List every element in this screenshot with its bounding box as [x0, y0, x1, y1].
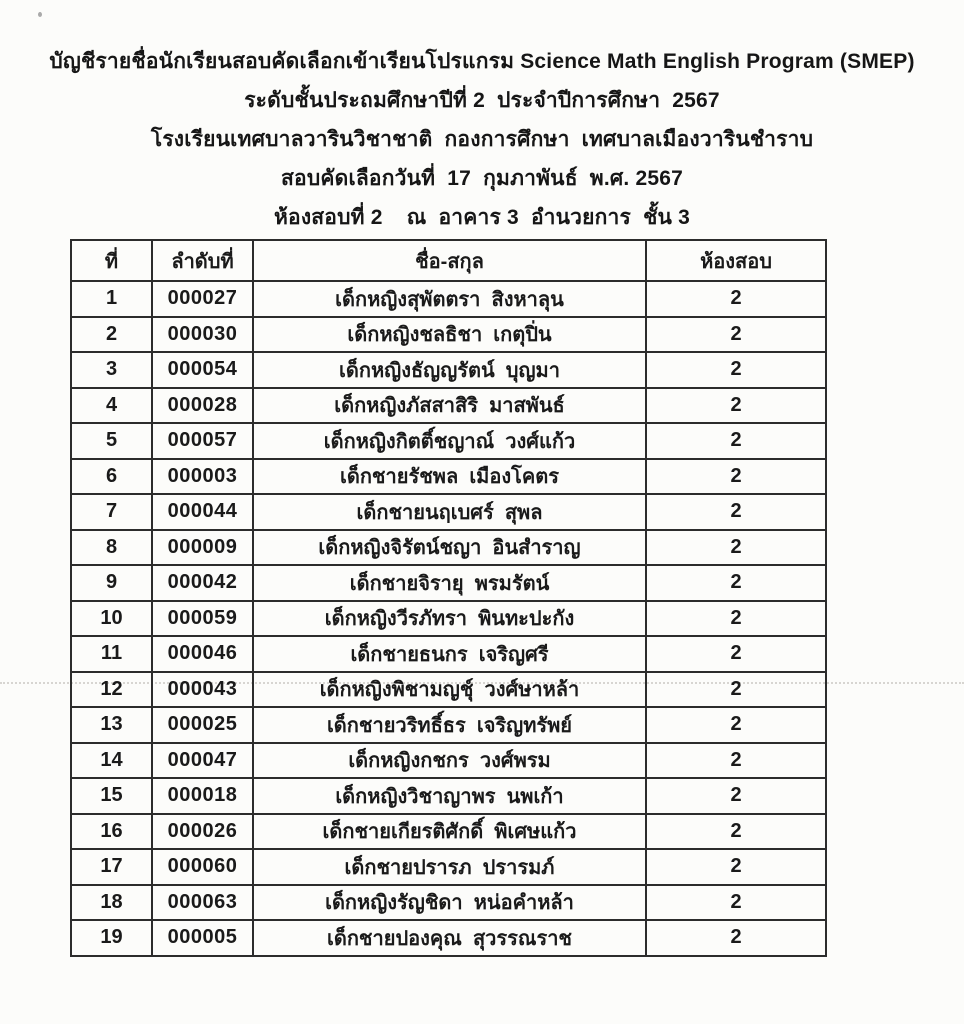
row-room: 2 — [646, 672, 826, 708]
row-name: เด็กชายปรารภ ปรารมภ์ — [253, 849, 646, 885]
row-no: 3 — [71, 352, 152, 388]
row-seq: 000057 — [152, 423, 253, 459]
row-no: 13 — [71, 707, 152, 743]
student-table-body — [71, 281, 826, 956]
table-row — [71, 601, 826, 637]
row-seq: 000063 — [152, 885, 253, 921]
table-row — [71, 778, 826, 814]
row-no: 11 — [71, 636, 152, 672]
row-seq: 000054 — [152, 352, 253, 388]
row-room: 2 — [646, 920, 826, 956]
row-seq: 000046 — [152, 636, 253, 672]
row-room: 2 — [646, 778, 826, 814]
table-row — [71, 423, 826, 459]
row-room: 2 — [646, 743, 826, 779]
row-room: 2 — [646, 565, 826, 601]
row-seq: 000028 — [152, 388, 253, 424]
row-name: เด็กชายเกียรติศักดิ์ พิเศษแก้ว — [253, 814, 646, 850]
table-row — [71, 317, 826, 353]
row-no: 19 — [71, 920, 152, 956]
row-seq: 000030 — [152, 317, 253, 353]
table-row — [71, 530, 826, 566]
table-header-row — [71, 240, 826, 281]
table-row — [71, 920, 826, 956]
row-no: 17 — [71, 849, 152, 885]
row-seq: 000005 — [152, 920, 253, 956]
row-room: 2 — [646, 707, 826, 743]
row-no: 12 — [71, 672, 152, 708]
row-name: เด็กหญิงวิชาญาพร นพเก้า — [253, 778, 646, 814]
row-no: 10 — [71, 601, 152, 637]
row-name: เด็กหญิงกชกร วงศ์พรม — [253, 743, 646, 779]
table-row — [71, 494, 826, 530]
row-seq: 000059 — [152, 601, 253, 637]
row-name: เด็กหญิงจิรัตน์ชญา อินสำราญ — [253, 530, 646, 566]
row-seq: 000018 — [152, 778, 253, 814]
exam-date-line: สอบคัดเลือกวันที่ 17 กุมภาพันธ์ พ.ศ. 2567 — [281, 167, 683, 190]
row-name: เด็กหญิงชลธิชา เกตุปิ่น — [253, 317, 646, 353]
row-seq: 000043 — [152, 672, 253, 708]
row-no: 18 — [71, 885, 152, 921]
row-room: 2 — [646, 849, 826, 885]
row-seq: 000003 — [152, 459, 253, 495]
row-no: 14 — [71, 743, 152, 779]
row-name: เด็กหญิงกิตติ์ชญาณ์ วงศ์แก้ว — [253, 423, 646, 459]
row-seq: 000044 — [152, 494, 253, 530]
grade-year-line: ระดับชั้นประถมศึกษาปีที่ 2 ประจำปีการศึกษา 2567 — [244, 89, 720, 112]
row-room: 2 — [646, 885, 826, 921]
table-row — [71, 388, 826, 424]
row-name: เด็กหญิงวีรภัทรา พินทะปะกัง — [253, 601, 646, 637]
table-row — [71, 565, 826, 601]
row-name: เด็กหญิงรัญชิดา หน่อคำหล้า — [253, 885, 646, 921]
row-room: 2 — [646, 317, 826, 353]
exam-room-line: ห้องสอบที่ 2 ณ อาคาร 3 อำนวยการ ชั้น 3 — [273, 206, 691, 229]
column-header-no: ที่ — [71, 240, 152, 281]
row-no: 6 — [71, 459, 152, 495]
table-row — [71, 352, 826, 388]
row-room: 2 — [646, 601, 826, 637]
row-name: เด็กชายจิรายุ พรมรัตน์ — [253, 565, 646, 601]
row-no: 4 — [71, 388, 152, 424]
row-room: 2 — [646, 494, 826, 530]
row-room: 2 — [646, 281, 826, 317]
table-row — [71, 281, 826, 317]
row-name: เด็กชายนฤเบศร์ สุพล — [253, 494, 646, 530]
row-seq: 000026 — [152, 814, 253, 850]
row-room: 2 — [646, 388, 826, 424]
row-room: 2 — [646, 423, 826, 459]
row-no: 2 — [71, 317, 152, 353]
row-seq: 000060 — [152, 849, 253, 885]
row-seq: 000025 — [152, 707, 253, 743]
row-name: เด็กชายปองคุณ สุวรรณราช — [253, 920, 646, 956]
scan-dot-artifact — [38, 12, 42, 17]
row-no: 1 — [71, 281, 152, 317]
row-name: เด็กหญิงธัญญรัตน์ บุญมา — [253, 352, 646, 388]
row-room: 2 — [646, 352, 826, 388]
table-row — [71, 672, 826, 708]
row-seq: 000042 — [152, 565, 253, 601]
row-name: เด็กชายวริทธิ์ธร เจริญทรัพย์ — [253, 707, 646, 743]
document-header — [0, 42, 964, 237]
column-header-room: ห้องสอบ — [646, 240, 826, 281]
row-seq: 000047 — [152, 743, 253, 779]
table-row — [71, 849, 826, 885]
row-room: 2 — [646, 636, 826, 672]
school-line: โรงเรียนเทศบาลวารินวิชาชาติ กองการศึกษา เทศบาลเมืองวารินชำราบ — [150, 128, 814, 151]
column-header-name: ชื่อ-สกุล — [253, 240, 646, 281]
document-title: บัญชีรายชื่อนักเรียนสอบคัดเลือกเข้าเรียนโปรแกรม Science Math English Program (SMEP) — [49, 50, 915, 73]
table-row — [71, 885, 826, 921]
table-row — [71, 814, 826, 850]
table-row — [71, 636, 826, 672]
row-no: 16 — [71, 814, 152, 850]
row-no: 15 — [71, 778, 152, 814]
row-name: เด็กชายรัชพล เมืองโคตร — [253, 459, 646, 495]
table-row — [71, 707, 826, 743]
row-seq: 000027 — [152, 281, 253, 317]
row-no: 9 — [71, 565, 152, 601]
row-no: 7 — [71, 494, 152, 530]
row-seq: 000009 — [152, 530, 253, 566]
column-header-seq: ลำดับที่ — [152, 240, 253, 281]
row-name: เด็กหญิงสุพัตตรา สิงหาลุน — [253, 281, 646, 317]
row-no: 8 — [71, 530, 152, 566]
row-room: 2 — [646, 530, 826, 566]
row-room: 2 — [646, 814, 826, 850]
row-name: เด็กหญิงภัสสาสิริ มาสพันธ์ — [253, 388, 646, 424]
table-row — [71, 743, 826, 779]
row-name: เด็กชายธนกร เจริญศรี — [253, 636, 646, 672]
table-row — [71, 459, 826, 495]
row-name: เด็กหญิงพิชามญชุ์ วงศ์ษาหล้า — [253, 672, 646, 708]
student-roster-table — [70, 239, 827, 957]
row-room: 2 — [646, 459, 826, 495]
row-no: 5 — [71, 423, 152, 459]
